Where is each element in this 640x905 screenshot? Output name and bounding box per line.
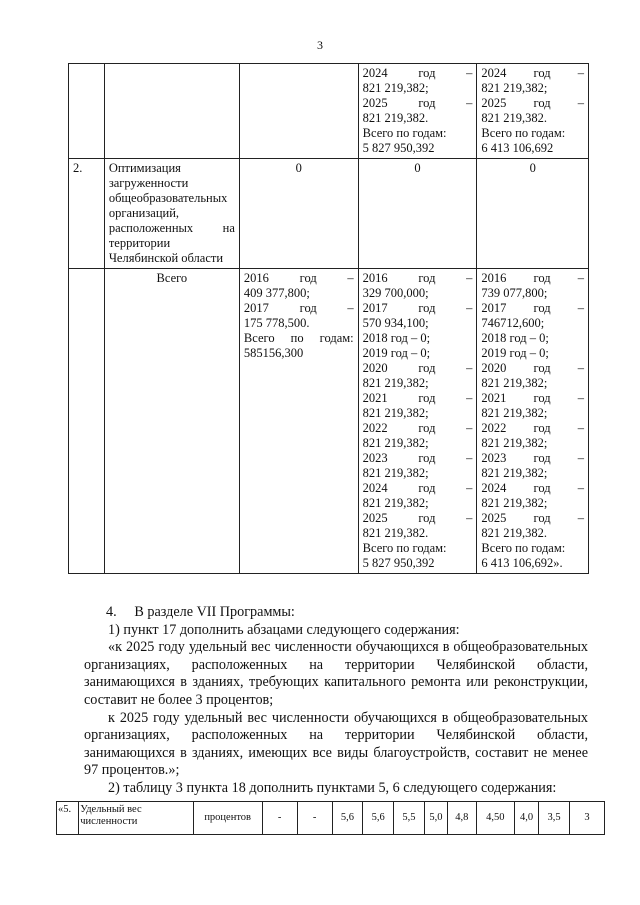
name-line — [109, 221, 235, 236]
cell-word: год — [533, 96, 551, 110]
cell-word: 2025 — [362, 511, 388, 525]
cell-line — [481, 481, 584, 496]
cell-line: 821 219,382; — [481, 436, 548, 450]
cell-line: 821 219,382; — [481, 406, 548, 420]
cell-word: – — [577, 361, 584, 375]
cell-line — [244, 331, 354, 346]
cell-line: 821 219,382. — [481, 526, 548, 540]
name-word: на — [222, 221, 235, 235]
cell-word: – — [577, 301, 584, 315]
funding-table — [68, 63, 589, 574]
cell-num — [69, 64, 105, 159]
cell-word: 2022 — [481, 421, 507, 435]
cell: 4,8 — [448, 802, 477, 835]
cell-line — [481, 451, 584, 466]
table-row — [69, 159, 589, 269]
table-row — [69, 269, 589, 574]
cell-word: 2016 — [481, 271, 507, 285]
name-line: общеобразовательных — [108, 191, 228, 205]
cell-line: 739 077,800; — [481, 286, 548, 300]
cell-col-b — [358, 269, 477, 574]
cell-word: 2023 — [481, 451, 507, 465]
cell-line: Всего по годам: — [481, 126, 566, 140]
cell-word: год — [533, 421, 551, 435]
cell-word: год — [533, 391, 551, 405]
cell-line: 2019 год – 0; — [481, 346, 549, 360]
cell-word: 2017 — [243, 301, 269, 315]
cell-name — [104, 64, 239, 159]
cell-line: 821 219,382; — [481, 376, 548, 390]
cell-word: год — [418, 481, 436, 495]
section-item-4: 4. В разделе VII Программы: — [106, 604, 295, 620]
cell-num: 2. — [69, 159, 105, 269]
cell-col-c: 0 — [477, 159, 589, 269]
cell-word: 2016 — [243, 271, 269, 285]
cell-col-a: 0 — [239, 159, 358, 269]
cell: - — [297, 802, 332, 835]
paragraph-2: «к 2025 году удельный вес численности обучающихся в общеобразовательных организациях, расположенных на территории Челябинской области, занимающихся в зданиях, требующих капитального ремонта или реконструкции, составит не более 3 процентов; — [84, 639, 588, 708]
cell-line — [481, 391, 584, 406]
paragraph-3: к 2025 году удельный вес численности обучающихся в общеобразовательных организациях, расположенных на территории Челябинской области, занимающихся в зданиях, имеющих все виды благоустройств, составит не менее 97 процентов.»; — [84, 709, 588, 779]
cell-line — [363, 511, 473, 526]
cell-word: – — [466, 451, 473, 465]
cell-line: 821 219,382. — [362, 526, 429, 540]
cell-word: – — [466, 481, 473, 495]
cell-word: 2024 — [481, 481, 507, 495]
cell-word: – — [466, 271, 473, 285]
cell-line — [363, 481, 473, 496]
cell-line — [481, 511, 584, 526]
cell-name: Всего — [104, 269, 239, 574]
cell: 3 — [569, 802, 604, 835]
cell-word: – — [466, 391, 473, 405]
cell-word: – — [577, 451, 584, 465]
body-text — [84, 604, 588, 798]
cell-line: 821 219,382; — [362, 376, 429, 390]
cell-line: 821 219,382; — [362, 466, 429, 480]
cell-word: год — [418, 451, 436, 465]
cell-col-b: 0 — [358, 159, 477, 269]
cell-word: год — [299, 271, 317, 285]
cell-word: – — [466, 511, 473, 525]
cell-word: – — [466, 66, 473, 80]
cell-word: – — [577, 511, 584, 525]
cell-word: – — [347, 301, 354, 315]
cell-word: год — [418, 301, 436, 315]
cell-line: 5 827 950,392 — [362, 556, 435, 570]
cell-line — [363, 421, 473, 436]
cell: 4,50 — [476, 802, 514, 835]
cell-line: 821 219,382. — [362, 111, 429, 125]
cell-word: – — [466, 421, 473, 435]
cell-name — [104, 159, 239, 269]
cell-word: 2024 — [362, 481, 388, 495]
cell: процентов — [193, 802, 262, 835]
cell: «5. — [57, 802, 79, 835]
cell: - — [262, 802, 297, 835]
cell: Удельный вес численности — [79, 802, 193, 835]
indicator-table — [56, 801, 605, 835]
cell-word: Всего — [243, 331, 275, 345]
cell-line: 821 219,382; — [481, 466, 548, 480]
cell-word: 2020 — [481, 361, 507, 375]
cell-word: – — [577, 481, 584, 495]
cell-word: 2021 — [362, 391, 388, 405]
paragraph-4: 2) таблицу 3 пункта 18 дополнить пунктами 5, 6 следующего содержания: — [108, 779, 557, 796]
cell-line: 821 219,382; — [362, 436, 429, 450]
cell-col-c — [477, 64, 589, 159]
cell-line — [481, 66, 584, 81]
cell-line — [363, 66, 473, 81]
cell-word: – — [347, 271, 354, 285]
cell-line: Всего по годам: — [362, 541, 447, 555]
name-word: расположенных — [108, 221, 194, 235]
cell-col-c — [477, 269, 589, 574]
cell-word: 2017 — [481, 301, 507, 315]
cell-line: 6 413 106,692 — [481, 141, 554, 155]
cell-word: 2022 — [362, 421, 388, 435]
cell-line: 821 219,382. — [481, 111, 548, 125]
cell-line — [481, 271, 584, 286]
cell-word: год — [418, 421, 436, 435]
cell-line: Всего по годам: — [362, 126, 447, 140]
cell-line — [363, 361, 473, 376]
cell-line: Всего по годам: — [481, 541, 566, 555]
cell-word: год — [533, 481, 551, 495]
cell-word: – — [466, 96, 473, 110]
cell-word: год — [533, 301, 551, 315]
cell-line: 746712,600; — [481, 316, 545, 330]
cell-line — [481, 421, 584, 436]
cell-word: годам: — [319, 331, 354, 345]
cell-word: год — [533, 271, 551, 285]
cell-col-a — [239, 269, 358, 574]
cell-word: год — [299, 301, 317, 315]
cell-line: 5 827 950,392 — [362, 141, 435, 155]
cell-line: 175 778,500. — [243, 316, 310, 330]
cell-word: 2024 — [481, 66, 507, 80]
cell-word: – — [577, 66, 584, 80]
cell-line — [244, 271, 354, 286]
cell-word: по — [290, 331, 304, 345]
cell: 5,6 — [363, 802, 394, 835]
cell-word: год — [533, 66, 551, 80]
cell-line: 2019 год – 0; — [362, 346, 431, 360]
cell-line — [244, 301, 354, 316]
cell-line — [363, 451, 473, 466]
cell-word: год — [533, 451, 551, 465]
cell-word: год — [418, 66, 436, 80]
cell-word: 2025 — [362, 96, 388, 110]
cell-word: 2017 — [362, 301, 388, 315]
cell-word: 2024 — [362, 66, 388, 80]
cell: 3,5 — [539, 802, 570, 835]
cell-num — [69, 269, 105, 574]
cell-word: год — [533, 511, 551, 525]
cell-line: 821 219,382; — [362, 406, 429, 420]
cell-col-b — [358, 64, 477, 159]
cell-line — [363, 301, 473, 316]
cell-word: 2025 — [481, 96, 507, 110]
cell-line — [363, 96, 473, 111]
cell-line: 2018 год – 0; — [362, 331, 431, 345]
cell-line: 821 219,382; — [481, 496, 548, 510]
table-row — [57, 802, 605, 835]
cell-line — [363, 391, 473, 406]
cell: 5,0 — [424, 802, 447, 835]
cell-line — [481, 301, 584, 316]
paragraph-1: 1) пункт 17 дополнить абзацами следующего содержания: — [108, 621, 460, 638]
cell-word: год — [418, 271, 436, 285]
cell-word: 2016 — [362, 271, 388, 285]
cell-line — [481, 361, 584, 376]
cell-line: 821 219,382; — [362, 496, 429, 510]
cell-line: 6 413 106,692». — [481, 556, 563, 570]
cell-word: – — [577, 421, 584, 435]
cell-line: 329 700,000; — [362, 286, 429, 300]
page-number: 3 — [317, 38, 323, 52]
cell-word: год — [418, 391, 436, 405]
cell-word: 2020 — [362, 361, 388, 375]
cell-word: 2025 — [481, 511, 507, 525]
cell-word: год — [418, 511, 436, 525]
cell-col-a — [239, 64, 358, 159]
cell-line: 570 934,100; — [362, 316, 429, 330]
name-line: организаций, — [108, 206, 180, 220]
cell: 4,0 — [514, 802, 538, 835]
cell-word: год — [533, 361, 551, 375]
cell-line: 409 377,800; — [243, 286, 310, 300]
table-row — [69, 64, 589, 159]
cell-word: год — [418, 361, 436, 375]
cell-line: 821 219,382; — [362, 81, 429, 95]
cell-word: – — [466, 301, 473, 315]
cell-word: 2021 — [481, 391, 507, 405]
cell-word: год — [418, 96, 436, 110]
cell-line — [363, 271, 473, 286]
cell-line — [481, 96, 584, 111]
cell: 5,6 — [332, 802, 363, 835]
name-line: загруженности — [108, 176, 189, 190]
cell-line: 821 219,382; — [481, 81, 548, 95]
cell-word: – — [577, 391, 584, 405]
cell-word: – — [577, 271, 584, 285]
cell-word: – — [466, 361, 473, 375]
name-line: территории — [108, 236, 171, 250]
cell-line: 585156,300 — [243, 346, 304, 360]
cell-line: 2018 год – 0; — [481, 331, 549, 345]
cell: 5,5 — [394, 802, 425, 835]
cell-word: 2023 — [362, 451, 388, 465]
cell-word: – — [577, 96, 584, 110]
name-line: Оптимизация — [108, 161, 181, 175]
name-line: Челябинской области — [108, 251, 224, 265]
